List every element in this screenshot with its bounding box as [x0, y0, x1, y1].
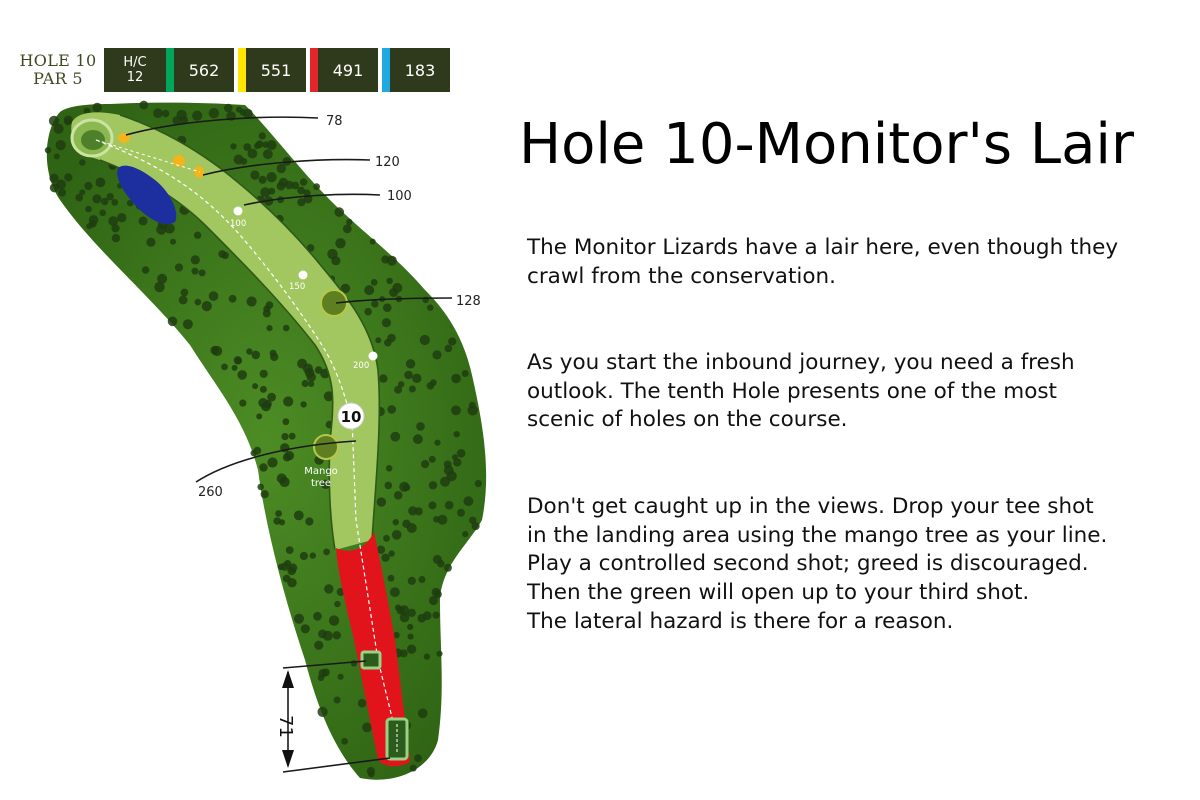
tree-icon — [318, 630, 327, 639]
mango-tree-icon — [314, 435, 338, 459]
tree-icon — [445, 501, 454, 510]
tree-icon — [297, 187, 305, 195]
tree-icon — [338, 674, 344, 680]
tree-icon — [406, 359, 415, 368]
tree-icon — [375, 337, 381, 343]
tree-icon — [429, 456, 436, 463]
marker-100-label: 100 — [230, 219, 247, 229]
tree-icon — [79, 189, 85, 195]
tree-icon — [429, 481, 437, 489]
tree-icon — [367, 767, 375, 775]
tree-icon — [313, 612, 322, 621]
tree-icon — [404, 371, 413, 380]
tree-icon — [267, 140, 277, 150]
tree-icon — [393, 519, 399, 525]
mango-tree-label-1: Mango — [304, 466, 338, 477]
tree-icon — [371, 279, 378, 286]
tree-icon — [300, 401, 306, 407]
tree-icon — [283, 453, 291, 461]
tee-stripe-green — [166, 48, 174, 92]
tree-icon — [199, 269, 206, 276]
tree-icon — [464, 496, 474, 506]
tree-icon — [259, 463, 267, 471]
tree-icon — [49, 174, 58, 183]
tree-icon — [434, 590, 442, 598]
tree-icon — [364, 308, 372, 316]
tree-icon — [394, 491, 403, 500]
tree-icon — [142, 266, 150, 274]
tree-icon — [313, 183, 320, 190]
tree-icon — [96, 178, 106, 188]
tree-icon — [294, 511, 304, 521]
tree-icon — [407, 645, 416, 654]
tree-icon — [108, 216, 118, 226]
tree-icon — [246, 348, 252, 354]
tree-icon — [257, 484, 264, 491]
callout-128: 128 — [456, 294, 481, 309]
tree-icon — [279, 519, 285, 525]
tree-icon — [407, 523, 417, 533]
tree-icon — [250, 170, 259, 179]
tree-icon — [415, 507, 423, 515]
paragraph-strategy — [527, 493, 1199, 637]
text-line: scenic of holes on the course. — [527, 407, 848, 433]
tree-icon — [390, 587, 400, 597]
tree-icon — [399, 482, 409, 492]
tree-icon — [335, 207, 345, 217]
tree-icon — [58, 189, 66, 197]
tree-icon — [270, 353, 278, 361]
tee-stripe-yellow — [238, 48, 246, 92]
paragraph-intro — [527, 234, 1199, 291]
tree-icon — [318, 675, 324, 681]
tree-icon — [294, 614, 304, 624]
tree-icon — [260, 370, 268, 378]
tree-icon — [419, 576, 426, 583]
tree-icon — [416, 422, 425, 431]
tree-icon — [437, 515, 447, 525]
tree-icon — [420, 335, 430, 345]
text-line: The Monitor Lizards have a lair here, even though they — [527, 235, 1119, 260]
hole-id — [14, 48, 102, 92]
tree-icon — [383, 303, 392, 312]
tree-icon — [451, 406, 461, 416]
tree-icon — [334, 601, 340, 607]
tree-icon — [387, 405, 396, 414]
tree-icon — [194, 232, 201, 239]
hole-number: HOLE 10 — [19, 51, 97, 70]
tree-icon — [324, 584, 333, 593]
handicap-value: 12 — [126, 70, 144, 85]
tree-icon — [327, 249, 337, 259]
tree-icon — [56, 140, 66, 150]
tree-icon — [54, 153, 60, 159]
tree-icon — [202, 301, 212, 311]
tree-icon — [254, 143, 261, 150]
tree-icon — [335, 238, 345, 248]
tree-icon — [432, 350, 441, 359]
text-line: The lateral hazard is there for a reason. — [527, 608, 954, 634]
tree-icon — [448, 337, 456, 345]
tree-icon — [301, 624, 310, 633]
tree-icon — [240, 109, 247, 116]
tree-icon — [390, 432, 400, 442]
bunker-fairway-2 — [194, 166, 204, 178]
callout-78: 78 — [326, 114, 343, 129]
tree-icon — [382, 318, 391, 327]
tree-icon — [263, 149, 273, 159]
tree-icon — [329, 615, 339, 625]
tree-icon — [412, 374, 421, 383]
tree-icon — [407, 624, 413, 630]
tree-icon — [387, 256, 397, 266]
marker-100-dot — [234, 207, 243, 216]
tree-icon — [222, 252, 229, 259]
tee-yardage-blue: 183 — [390, 48, 450, 92]
handicap-box — [104, 48, 166, 92]
tree-icon — [252, 383, 258, 389]
tree-icon — [281, 433, 288, 440]
tree-icon — [237, 370, 247, 380]
marker-200-label: 200 — [353, 361, 370, 371]
tree-icon — [445, 345, 453, 353]
page-title: Hole 10-Monitor's Lair — [519, 112, 1134, 177]
tree-icon — [364, 285, 374, 295]
dimension-arrow-down — [282, 750, 294, 768]
tree-icon — [45, 147, 51, 153]
tee-stripe-red — [310, 48, 318, 92]
tree-icon — [427, 305, 433, 311]
tree-icon — [370, 239, 376, 245]
tree-icon — [408, 577, 416, 585]
green-inner — [81, 130, 105, 150]
tree-icon — [259, 176, 267, 184]
tree-icon — [310, 552, 316, 558]
tree-icon — [323, 549, 330, 556]
tree-icon — [414, 754, 422, 762]
tree-icon — [315, 366, 323, 374]
tree-icon — [381, 554, 389, 562]
hole-par: PAR 5 — [33, 69, 83, 88]
tree-icon — [462, 370, 469, 377]
tree-icon — [260, 386, 267, 393]
tree-icon — [457, 449, 466, 458]
tree-icon — [283, 325, 290, 332]
tree-icon — [318, 707, 328, 717]
tree-icon — [195, 299, 202, 306]
tree-icon — [421, 460, 429, 468]
tree-icon — [162, 110, 169, 117]
tree-icon — [280, 477, 290, 487]
tree-icon — [259, 132, 266, 139]
marker-150-label: 150 — [289, 282, 306, 292]
tree-icon — [85, 206, 92, 213]
callout-260: 260 — [198, 485, 223, 500]
tree-icon — [229, 295, 237, 303]
tree-icon — [79, 159, 85, 165]
tree-icon — [92, 194, 101, 203]
dimension-arrow-up — [282, 670, 294, 688]
text-line: Don't get caught up in the views. Drop your tee shot — [527, 494, 1094, 519]
tree-icon — [267, 457, 277, 467]
tree-icon — [362, 723, 372, 733]
tree-icon — [343, 224, 352, 233]
tree-icon — [175, 263, 183, 271]
tree-icon — [346, 219, 352, 225]
marker-150-dot — [299, 271, 308, 280]
tree-icon — [394, 386, 402, 394]
tree-icon — [183, 319, 193, 329]
tree-icon — [418, 709, 428, 719]
tree-icon — [308, 381, 314, 387]
tree-icon — [264, 400, 272, 408]
tree-icon — [275, 510, 282, 517]
tree-icon — [410, 765, 417, 772]
tree-icon — [300, 178, 307, 185]
tree-icon — [111, 199, 118, 206]
tree-icon — [289, 563, 298, 572]
tree-icon — [388, 550, 394, 556]
tree-icon — [221, 364, 228, 371]
tree-icon — [117, 213, 126, 222]
tree-icon — [397, 606, 405, 614]
tree-icon — [170, 239, 176, 245]
tree-icon — [377, 497, 386, 506]
tree-icon — [303, 364, 313, 374]
tee-distance-label: 71 — [275, 715, 296, 738]
tree-icon — [462, 531, 468, 537]
tree-icon — [387, 334, 396, 343]
tree-icon — [434, 440, 440, 446]
tree-icon — [232, 365, 238, 371]
tree-icon — [472, 522, 480, 530]
tree-icon — [379, 374, 387, 382]
tee-yardage-red: 491 — [318, 48, 378, 92]
hole-map — [0, 96, 500, 800]
tree-icon — [239, 400, 246, 407]
tree-icon — [413, 434, 423, 444]
tree-icon — [408, 634, 414, 640]
tree-icon — [358, 699, 367, 708]
hole-score-bar — [14, 48, 454, 92]
tee-yardage-yellow: 551 — [246, 48, 306, 92]
tree-icon — [383, 535, 390, 542]
tree-icon — [209, 108, 219, 118]
mango-tree-label-2: tree — [310, 478, 332, 489]
tree-icon — [168, 317, 178, 327]
tree-icon — [153, 108, 163, 118]
tree-icon — [256, 413, 262, 419]
text-line: outlook. The tenth Hole presents one of the most — [527, 378, 1057, 404]
tree-icon — [154, 282, 164, 292]
tree-icon — [283, 418, 290, 425]
tree-icon — [179, 296, 188, 305]
tree-icon — [224, 104, 233, 113]
tree-icon — [418, 614, 427, 623]
tree-icon — [165, 223, 175, 233]
tree-icon — [453, 458, 461, 466]
tree-icon — [387, 278, 393, 284]
forward-tee-box — [362, 652, 380, 668]
tree-icon — [266, 301, 274, 309]
tree-icon — [64, 173, 72, 181]
tree-icon — [283, 396, 293, 406]
tree-icon — [92, 103, 102, 113]
tree-icon — [444, 465, 454, 475]
tree-icon — [440, 477, 450, 487]
tree-icon — [54, 124, 64, 134]
tree-icon — [433, 555, 442, 564]
tree-icon — [191, 255, 200, 264]
tree-icon — [192, 111, 202, 121]
tree-icon — [436, 651, 442, 657]
tree-icon — [341, 738, 348, 745]
tree-icon — [268, 188, 275, 195]
text-line: Then the green will open up to your third shot. — [527, 580, 1030, 606]
tree-icon — [181, 289, 189, 297]
text-line: in the landing area using the mango tree as your line. — [527, 522, 1108, 548]
tree-icon — [451, 374, 461, 384]
tree-icon — [253, 447, 261, 455]
paragraph-outlook — [527, 349, 1199, 435]
tree-icon — [266, 325, 272, 331]
tree-icon — [429, 501, 437, 509]
tee-yardage-green: 562 — [174, 48, 234, 92]
tree-icon — [139, 217, 148, 226]
tree-icon — [300, 552, 308, 560]
tree-icon — [247, 296, 257, 306]
tree-icon — [89, 215, 99, 225]
tree-icon — [430, 379, 437, 386]
tree-icon — [209, 291, 219, 301]
callout-120: 120 — [375, 155, 400, 170]
tree-icon — [286, 546, 294, 554]
tree-icon — [248, 149, 258, 159]
tree-icon — [297, 198, 305, 206]
tee-stripe-blue — [382, 48, 390, 92]
tree-icon — [334, 697, 341, 704]
text-line: As you start the inbound journey, you need a fresh — [527, 350, 1075, 375]
text-line: crawl from the conservation. — [527, 263, 836, 289]
tree-icon — [457, 509, 465, 517]
tree-icon — [267, 172, 277, 182]
tree-icon — [84, 182, 92, 190]
handicap-label: H/C — [123, 55, 147, 70]
tree-icon — [392, 283, 402, 293]
tree-icon — [385, 482, 393, 490]
callout-100: 100 — [387, 189, 412, 204]
tree-icon — [386, 465, 393, 472]
tree-icon — [146, 238, 155, 247]
tree-icon — [454, 431, 460, 437]
text-line: Play a controlled second shot; greed is discouraged. — [527, 551, 1089, 577]
tree-icon — [192, 268, 199, 275]
tree-icon — [333, 631, 341, 639]
tree-icon — [289, 433, 296, 440]
tree-icon — [433, 612, 440, 619]
tree-icon — [409, 386, 416, 393]
tree-icon — [468, 405, 478, 415]
tree-icon — [241, 158, 248, 165]
tree-icon — [279, 178, 288, 187]
tree-icon — [112, 234, 120, 242]
tree-icon — [235, 358, 242, 365]
tree-icon — [314, 641, 323, 650]
tree-icon — [392, 530, 402, 540]
tree-icon — [444, 564, 452, 572]
marker-200-dot — [369, 352, 378, 361]
tree-icon — [305, 517, 313, 525]
tree-icon — [283, 575, 291, 583]
tree-icon — [475, 480, 482, 487]
tree-icon — [99, 210, 106, 217]
tree-icon — [212, 346, 222, 356]
tree-icon — [64, 116, 73, 125]
tree-icon — [230, 143, 236, 149]
tree-icon — [261, 490, 269, 498]
hole-number-badge-text: 10 — [340, 408, 362, 426]
tree-icon — [388, 575, 395, 582]
tree-icon — [139, 101, 148, 110]
tree-icon — [424, 653, 430, 659]
tree-icon — [302, 380, 309, 387]
tree-icon — [252, 351, 261, 360]
tree-icon — [107, 193, 114, 200]
tree-icon — [371, 300, 378, 307]
